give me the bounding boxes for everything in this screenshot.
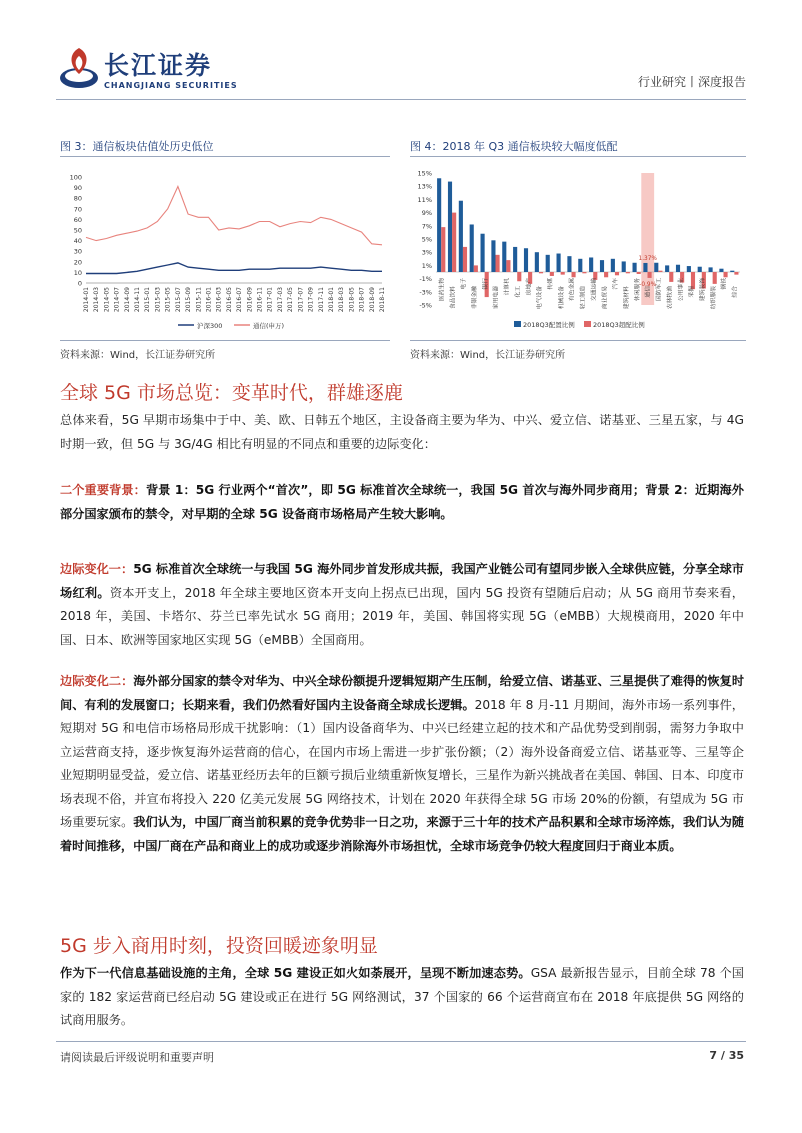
legend-swatch (584, 321, 591, 327)
brand-name-cn: 长江证券 (104, 51, 213, 80)
category-label: 银行 (482, 277, 489, 290)
background-label: 二个重要背景： (60, 483, 146, 497)
y-tick-label: 1% (421, 261, 432, 270)
category-label: 建筑材料 (624, 285, 630, 310)
category-label: 汽车 (613, 277, 620, 290)
figure4-bar-chart (410, 165, 746, 335)
marginal-change-2-paragraph (60, 670, 744, 858)
category-label: 交通运输 (591, 277, 598, 302)
bar-overweight (506, 260, 510, 272)
section2-bold: 作为下一代信息基础设施的主角，全球 5G 建设正如火如荼展开，呈现不断加速态势。 (60, 966, 531, 980)
x-tick-label: 2015-09 (185, 287, 193, 313)
y-tick-label: -5% (419, 301, 432, 310)
section2-paragraph (60, 962, 744, 1033)
legend-label: 通信(申万) (253, 322, 285, 330)
x-tick-label: 2014-07 (113, 287, 121, 313)
bar-allocation (513, 247, 517, 272)
y-tick-label: 40 (73, 237, 82, 246)
series-line-1 (86, 263, 382, 274)
bar-allocation (502, 242, 506, 272)
marginal-change-2-text: 2018 年 8 月-11 月期间，海外市场一系列事件，短期对 5G 和电信市场格局形成干扰影响：（1）国内设备商华为、中兴已经建立起的技术和产品优势受到削弱，需努力争取中立运营商支持，逐步恢复海外运营商的信心，在国内市场上需进一步扩张份额；（2）海外设备商爱立信、诺基亚等、三星等企业短期明显受益，爱立信、诺基亚经历去年的巨额亏损后业绩重新恢复增长，三星作为新兴挑战者在美国、韩国、日本、印度市场表现不俗，并宣布将投入 220 亿美元发展 5G 网络技术，计划在 2020 年获得全球 5G 市场 20%的份额，有望成为 5G 市场重要玩家。 (60, 697, 744, 829)
page-number: 7 / 35 (709, 1049, 744, 1062)
x-tick-label: 2014-05 (103, 287, 111, 313)
bar-allocation (665, 265, 669, 272)
bar-allocation (448, 182, 452, 272)
x-tick-label: 2015-01 (144, 287, 152, 313)
marginal-change-1-label: 边际变化一： (60, 562, 134, 576)
bar-allocation (459, 201, 463, 272)
x-tick-label: 2018-01 (327, 287, 335, 313)
bar-overweight (474, 265, 478, 272)
figure3-title-rule (60, 156, 390, 157)
bar-overweight (658, 271, 662, 272)
company-logo (58, 44, 100, 92)
x-tick-label: 2018-05 (348, 287, 356, 313)
annotation-label: -0.9% (639, 281, 657, 288)
x-tick-label: 2017-11 (317, 287, 325, 313)
category-label: 休闲服务 (634, 277, 641, 302)
bar-overweight (647, 272, 651, 278)
bar-allocation (709, 267, 713, 272)
category-label: 食品饮料 (450, 285, 457, 310)
x-tick-label: 2014-03 (93, 287, 101, 313)
figure3-source-rule (60, 340, 390, 341)
section2-text: GSA 最新报告显示，目前全球 78 个国家的 182 家运营商已经启动 5G 建设或正在进行 5G 网络测试，37 个国家的 66 个运营商宣布在 2018 年底提供 5G 网络的试商用服务。 (60, 966, 744, 1027)
category-label: 国防军工 (656, 277, 663, 302)
category-label: 有色金属 (569, 277, 576, 302)
bar-allocation (567, 256, 571, 272)
category-label: 非银金融 (472, 285, 478, 310)
category-label: 电子 (461, 277, 468, 290)
category-label: 建筑装饰 (700, 277, 706, 302)
series-line-2 (86, 187, 382, 245)
marginal-change-1-paragraph (60, 558, 744, 652)
bar-allocation (676, 265, 680, 272)
bar-allocation (730, 271, 734, 272)
bar-allocation (470, 224, 474, 272)
figure3-line-chart (60, 165, 390, 335)
header-divider (56, 99, 746, 100)
x-tick-label: 2015-11 (195, 287, 203, 313)
y-tick-label: 90 (73, 184, 82, 193)
x-tick-label: 2016-11 (256, 287, 264, 313)
x-tick-label: 2018-09 (368, 287, 376, 313)
brand-name-en: CHANGJIANG SECURITIES (104, 81, 238, 90)
category-label: 医药生物 (439, 277, 446, 302)
marginal-change-1-text: 资本开支上，2018 年全球主要地区资本开支向上拐点已出现，国内 5G 投资有望随后启动；从 5G 商用节奏来看，2018 年，美国、卡塔尔、芬兰已率先试水 5G 商用；2019 年，美国、韩国将实现 5G（eMBB）大规模商用，2020 年中国、日本、欧洲等国家地区实现 5G（eMBB）全国商用。 (60, 585, 744, 647)
bar-allocation (481, 234, 485, 272)
bar-allocation (524, 248, 528, 272)
bar-allocation (643, 263, 647, 272)
bar-overweight (495, 255, 499, 272)
bar-allocation (437, 178, 441, 272)
category-label: 机械设备 (558, 285, 565, 310)
bar-allocation (719, 269, 723, 272)
x-tick-label: 2016-07 (236, 287, 244, 313)
category-label: 轻工制造 (580, 285, 587, 310)
x-tick-label: 2015-03 (154, 287, 162, 313)
x-tick-label: 2016-01 (205, 287, 213, 313)
y-tick-label: -3% (419, 288, 432, 297)
report-type: 行业研究丨深度报告 (637, 75, 746, 89)
bar-overweight (669, 272, 673, 282)
y-tick-label: 9% (421, 209, 432, 218)
bar-overweight (452, 213, 456, 272)
annotation-label: 1.37% (638, 255, 657, 262)
category-label: 商业贸易 (602, 285, 609, 310)
bar-allocation (611, 259, 615, 272)
bar-overweight (615, 272, 619, 275)
y-tick-label: 5% (421, 235, 432, 244)
x-tick-label: 2018-11 (379, 287, 386, 313)
bar-overweight (723, 272, 727, 277)
bar-allocation (654, 263, 658, 272)
x-tick-label: 2015-07 (174, 287, 182, 313)
bar-overweight (626, 272, 630, 273)
bar-allocation (578, 259, 582, 272)
bar-allocation (698, 267, 702, 272)
x-tick-label: 2014-09 (123, 287, 131, 313)
category-label: 家用电器 (493, 285, 500, 310)
category-label: 公用事业 (678, 277, 685, 302)
x-tick-label: 2016-09 (246, 287, 254, 313)
bar-allocation (622, 261, 626, 272)
footer-disclaimer: 请阅读最后评级说明和重要声明 (60, 1051, 214, 1064)
y-tick-label: 80 (73, 194, 82, 203)
footer-divider (56, 1041, 746, 1042)
bar-overweight (582, 272, 586, 273)
y-tick-label: 0 (77, 279, 82, 288)
section1-intro-paragraph: 总体来看，5G 早期市场集中于中、美、欧、日韩五个地区，主设备商主要为华为、中兴、爱立信、诺基亚、三星五家，与 4G 时期一致，但 5G 与 3G/4G 相比有明显的不同点和重要的边际变化： (60, 413, 744, 451)
x-tick-label: 2017-05 (287, 287, 295, 313)
figure4-title-rule (410, 156, 746, 157)
legend-swatch (514, 321, 521, 327)
category-label: 通信 (645, 285, 652, 298)
legend-label: 沪深300 (197, 322, 223, 330)
figure3-title: 图 3：通信板块估值处历史低位 (60, 140, 214, 153)
x-tick-label: 2017-03 (276, 287, 284, 313)
y-tick-label: 100 (69, 173, 82, 182)
bar-overweight (637, 272, 641, 274)
x-tick-label: 2017-09 (307, 287, 315, 313)
x-tick-label: 2014-11 (134, 287, 142, 313)
marginal-change-2-bold: 海外部分国家的禁令对华为、中兴全球份额提升逻辑短期产生压制，给爱立信、诺基亚、三星提供了难得的恢复时间、有利的发展窗口；长期来看，我们仍然看好国内主设备商全球成长逻辑。 (60, 674, 745, 712)
bar-allocation (557, 254, 561, 272)
bar-allocation (589, 257, 593, 272)
bar-overweight (713, 272, 717, 284)
section2-heading: 5G 步入商用时刻，投资回暖迹象明显 (60, 935, 378, 957)
figure4-title: 图 4：2018 年 Q3 通信板块较大幅度低配 (410, 140, 618, 153)
bar-overweight (539, 272, 543, 273)
x-tick-label: 2015-05 (164, 287, 172, 313)
y-tick-label: 3% (421, 248, 432, 257)
bar-allocation (633, 263, 637, 272)
x-tick-label: 2018-07 (358, 287, 366, 313)
section1-heading: 全球 5G 市场总览：变革时代，群雄逐鹿 (60, 382, 403, 404)
bar-overweight (571, 272, 575, 277)
bar-overweight (604, 272, 608, 277)
y-tick-label: 13% (417, 182, 432, 191)
x-tick-label: 2017-07 (297, 287, 305, 313)
y-tick-label: 7% (421, 222, 432, 231)
legend-label: 2018Q3配置比例 (523, 321, 575, 329)
bar-overweight (561, 272, 565, 275)
category-label: 钢铁 (721, 277, 728, 290)
marginal-change-2-label: 边际变化二： (60, 674, 134, 688)
category-label: 化工 (515, 285, 522, 298)
figure4-source-rule (410, 340, 746, 341)
x-tick-label: 2014-01 (83, 287, 90, 313)
category-label: 电气设备 (537, 285, 544, 310)
bar-overweight (550, 272, 554, 276)
y-tick-label: 70 (73, 205, 82, 214)
y-tick-label: 10 (73, 268, 82, 277)
marginal-change-2-conclusion: 我们认为，中国厂商当前积累的竞争优势非一日之功，来源于三十年的技术产品积累和全球市场淬炼，我们认为随着时间推移，中国厂商在产品和商业上的成功或逐步消除海外市场担忧，全球市场竞争仍较大程度回归于商业本质。 (60, 815, 745, 853)
x-tick-label: 2017-01 (266, 287, 274, 313)
category-label: 纺织服装 (710, 285, 717, 310)
marginal-change-1-bold: 5G 标准首次全球统一与我国 5G 海外同步首发形成共振，我国产业链公司有望同步嵌入全球供应链，分享全球市场红利。 (60, 562, 744, 600)
bar-overweight (517, 272, 521, 281)
bar-allocation (687, 266, 691, 272)
y-tick-label: 15% (417, 169, 432, 178)
background-text: 背景 1：5G 行业两个“首次”，即 5G 标准首次全球统一，我国 5G 首次与海外同步商用；背景 2：近期海外部分国家颁布的禁令，对早期的全球 5G 设备商市场格局产生较大影响。 (60, 483, 744, 521)
bar-overweight (463, 247, 467, 272)
bar-allocation (600, 260, 604, 272)
x-tick-label: 2016-05 (225, 287, 233, 313)
y-tick-label: 20 (73, 258, 82, 267)
bar-allocation (491, 240, 495, 272)
figure4-source: 资料来源：Wind，长江证券研究所 (410, 350, 566, 361)
y-tick-label: 11% (417, 195, 432, 204)
background-paragraph (60, 479, 744, 526)
y-tick-label: 60 (73, 215, 82, 224)
x-tick-label: 2016-03 (215, 287, 223, 313)
category-label: 农林牧渔 (667, 285, 674, 310)
bar-allocation (546, 255, 550, 272)
legend-label: 2018Q3超配比例 (593, 321, 645, 329)
y-tick-label: 50 (73, 226, 82, 235)
category-label: 房地产 (526, 277, 533, 296)
category-label: 综合 (732, 285, 739, 298)
y-tick-label: 30 (73, 247, 82, 256)
category-label: 计算机 (504, 277, 511, 296)
figure3-source: 资料来源：Wind，长江证券研究所 (60, 350, 216, 361)
y-tick-label: -1% (419, 275, 432, 284)
bar-overweight (734, 272, 738, 275)
bar-allocation (535, 252, 539, 272)
x-tick-label: 2018-03 (338, 287, 346, 313)
category-label: 采掘 (689, 285, 696, 298)
bar-overweight (441, 227, 445, 272)
category-label: 传媒 (548, 277, 554, 290)
